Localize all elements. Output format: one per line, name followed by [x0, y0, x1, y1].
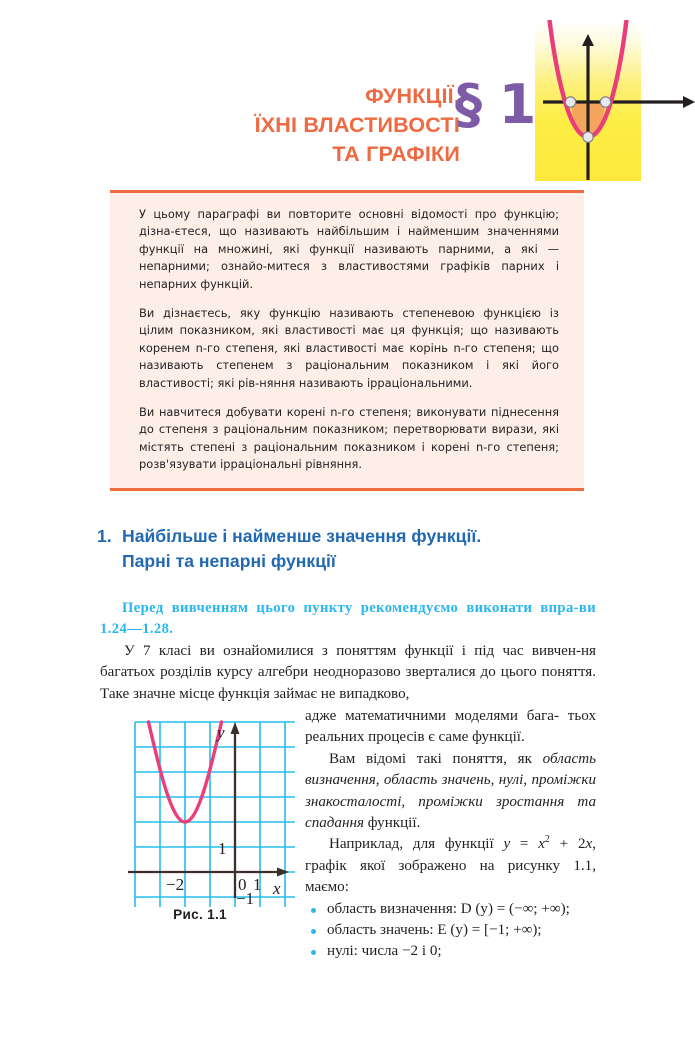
intro-summary-box: [110, 190, 584, 491]
chapter-title-line-1: ФУНКЦІЇ,: [365, 84, 460, 108]
intro-paragraph-3: Ви навчитеся добувати корені n-го степеня; виконувати піднесення до степеня з раціональним показником; перетворювати вирази, які містять степені з раціональним показником і корені n-го степеня; розв'язувати ірраціональні рівняння.: [139, 405, 559, 472]
intro-paragraph-2: Ви дізнаєтесь, яку функцію називають степеневою функцією із цілим показником, які властивості має ця функція; що називають коренем n-го степеня, які властивості має корінь n-го степеня; що називають степенем з раціональним показником і які його властивості; які рів-няння називають ірраціональними.: [139, 306, 559, 390]
figure-1-1: [110, 712, 295, 907]
section-heading: [97, 524, 617, 574]
parabola-plot-chart: [110, 712, 295, 907]
list-item: [305, 899, 596, 920]
body-paragraph-concepts: [305, 749, 596, 835]
tick-label-1-x: 1: [253, 875, 262, 894]
example-formula: $y = x^2 + 2x$,: [503, 834, 597, 853]
right-text-column: [305, 706, 596, 963]
chart-axes: [128, 722, 289, 898]
continuation-line-2: тьох реальних процесів є саме функції.: [305, 708, 596, 746]
concepts-prefix: Вам відомі такі поняття, як: [329, 750, 543, 767]
chapter-title-line-3: ТА ГРАФІКИ: [332, 142, 460, 166]
tick-label-1-y: 1: [218, 839, 227, 858]
axis-label-y: y: [217, 723, 225, 742]
paragraph-number: § 1: [455, 73, 536, 136]
parabola-graph-icon: [535, 20, 695, 181]
example-prefix: Наприклад, для функції: [329, 836, 504, 853]
list-item: [305, 920, 596, 941]
section-title-line-1: Найбільше і найменше значення функції.: [122, 526, 482, 546]
body-paragraph-intro: У 7 класі ви ознайомилися з поняттям функції і під час вивчен-ня багатьох розділів курсу алгебри неодноразово зверталися до цього поняття. Таке значне місце функція займає не випадково,: [100, 643, 596, 702]
chapter-header: [0, 0, 695, 186]
concepts-italic-terms: область визначення, область значень, нулі, проміжки знакосталості, проміжки зростання та спадання: [305, 750, 596, 832]
bullet-zeros: нулі: числа −2 і 0;: [327, 943, 442, 960]
axis-label-x: x: [273, 879, 281, 898]
property-list: [305, 899, 596, 963]
section-title-line-2: Парні та непарні функції: [122, 551, 336, 571]
bullet-domain: область визначення: D (y) = (−∞; +∞);: [327, 900, 570, 917]
chapter-logo: [535, 20, 641, 181]
chapter-title: [255, 82, 460, 169]
continuation-line-1: адже математичними моделями бага-: [305, 708, 559, 724]
figure-caption: Рис. 1.1: [173, 907, 227, 922]
intro-paragraph-1: У цьому параграфі ви повторите основні відомості про функцію; дізна-єтеся, що називають найбільшим і найменшим значеннями функції на множині, які функції називають парними, а які — непарними; ознайо-митеся з властивостями графіків парних і непарних функцій.: [139, 207, 559, 291]
tick-label-minus-2: −2: [166, 875, 185, 894]
chart-tick-labels: [166, 723, 281, 907]
chapter-title-line-2: ЇХНІ ВЛАСТИВОСТІ: [254, 113, 460, 137]
tick-label-minus-1: −1: [236, 889, 255, 907]
section-number: 1.: [97, 526, 112, 546]
body-paragraph-continuation: [305, 706, 596, 749]
concepts-suffix: функції.: [363, 815, 421, 832]
body-paragraph-example: [305, 834, 596, 898]
example-mid: графік якої зображено на рисунку 1.1, маємо:: [305, 857, 596, 896]
list-item: [305, 941, 596, 962]
bullet-range: область значень: E (y) = [−1; +∞);: [327, 922, 542, 939]
tick-label-0: 0: [238, 875, 247, 894]
recommended-exercises-note: Перед вивченням цього пункту рекомендуємо виконати впра-ви 1.24—1.28.: [100, 600, 596, 637]
